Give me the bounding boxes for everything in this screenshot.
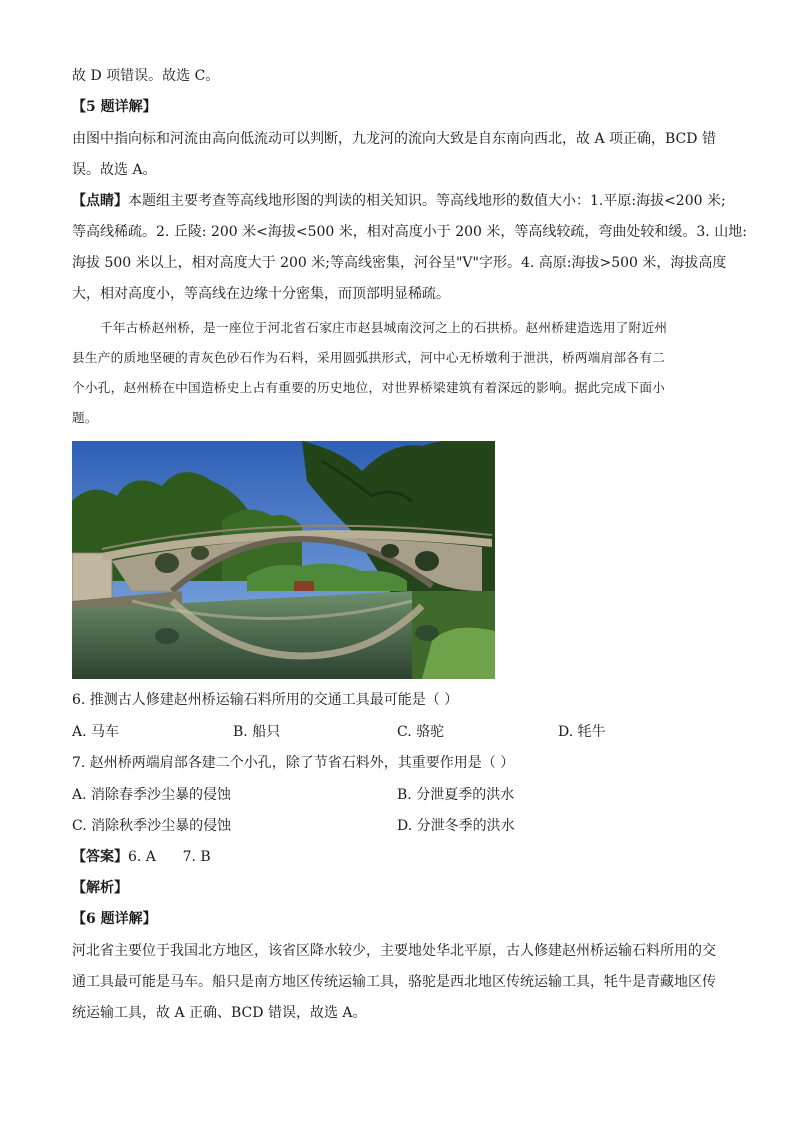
text-line: 由图中指向标和河流由高向低流动可以判断，九龙河的流向大致是自东南向西北，故 A 项正确，BCD 错 [72, 131, 716, 147]
passage-line: 个小孔，赵州桥在中国造桥史上占有重要的历史地位，对世界桥梁建筑有着深远的影响。据此完成下面小 [72, 380, 666, 395]
q7-option-a: A. 消除春季沙尘暴的侵蚀 [72, 787, 232, 803]
question-6-stem: 6. 推测古人修建赵州桥运输石料所用的交通工具最可能是（ ） [72, 692, 459, 708]
q6-option-d: D. 牦牛 [558, 724, 606, 740]
section-heading-q6: 【6 题详解】 [72, 911, 157, 927]
section-heading-q5: 【5 题详解】 [72, 99, 157, 115]
q6-option-c: C. 骆驼 [397, 724, 445, 740]
q6-option-b: B. 船只 [233, 724, 281, 740]
tip-line [72, 191, 726, 211]
q7-option-b: B. 分泄夏季的洪水 [397, 787, 515, 803]
text-line: 通工具最可能是马车。船只是南方地区传统运输工具，骆驼是西北地区传统运输工具，牦牛是青藏地区传 [72, 974, 716, 990]
q6-option-a: A. 马车 [72, 724, 120, 740]
answer-tag: 【答案】 [72, 849, 128, 865]
answer-text: 6. A 7. B [128, 849, 211, 865]
tip-text: 本题组主要考查等高线地形图的判读的相关知识。等高线地形的数值大小：1.平原:海拔<200 米; [128, 193, 726, 209]
text-line: 河北省主要位于我国北方地区，该省区降水较少，主要地处华北平原，古人修建赵州桥运输石料所用的交 [72, 943, 716, 959]
text-line: 等高线稀疏。2. 丘陵: 200 米<海拔<500 米，相对高度小于 200 米，等高线较疏，弯曲处较和缓。3. 山地: [72, 224, 747, 240]
passage-line: 题。 [72, 410, 98, 425]
text-line: 误。故选 A。 [72, 162, 157, 178]
passage-line: 千年古桥赵州桥，是一座位于河北省石家庄市赵县城南洨河之上的石拱桥。赵州桥建造选用了附近州 [100, 320, 668, 335]
text-line: 统运输工具，故 A 正确、BCD 错误，故选 A。 [72, 1005, 367, 1021]
text-line: 故 D 项错误。故选 C。 [72, 68, 220, 84]
tip-tag: 【点睛】 [72, 193, 128, 209]
passage-line: 县生产的质地坚硬的青灰色砂石作为石料，采用圆弧拱形式，河中心无桥墩利于泄洪，桥两端肩部各有二 [72, 350, 666, 365]
analysis-tag: 【解析】 [72, 880, 128, 896]
text-line: 海拔 500 米以上，相对高度大于 200 米;等高线密集，河谷呈"V"字形。4. 高原:海拔>500 米，海拔高度 [72, 255, 727, 271]
question-7-stem: 7. 赵州桥两端肩部各建二个小孔，除了节省石料外，其重要作用是（ ） [72, 755, 515, 771]
q7-option-c: C. 消除秋季沙尘暴的侵蚀 [72, 818, 232, 834]
answer-line [72, 847, 722, 867]
q7-option-d: D. 分泄冬季的洪水 [397, 818, 515, 834]
zhaozhou-bridge-photo [72, 441, 495, 679]
text-line: 大，相对高度小，等高线在边缘十分密集，而顶部明显稀疏。 [72, 286, 450, 302]
